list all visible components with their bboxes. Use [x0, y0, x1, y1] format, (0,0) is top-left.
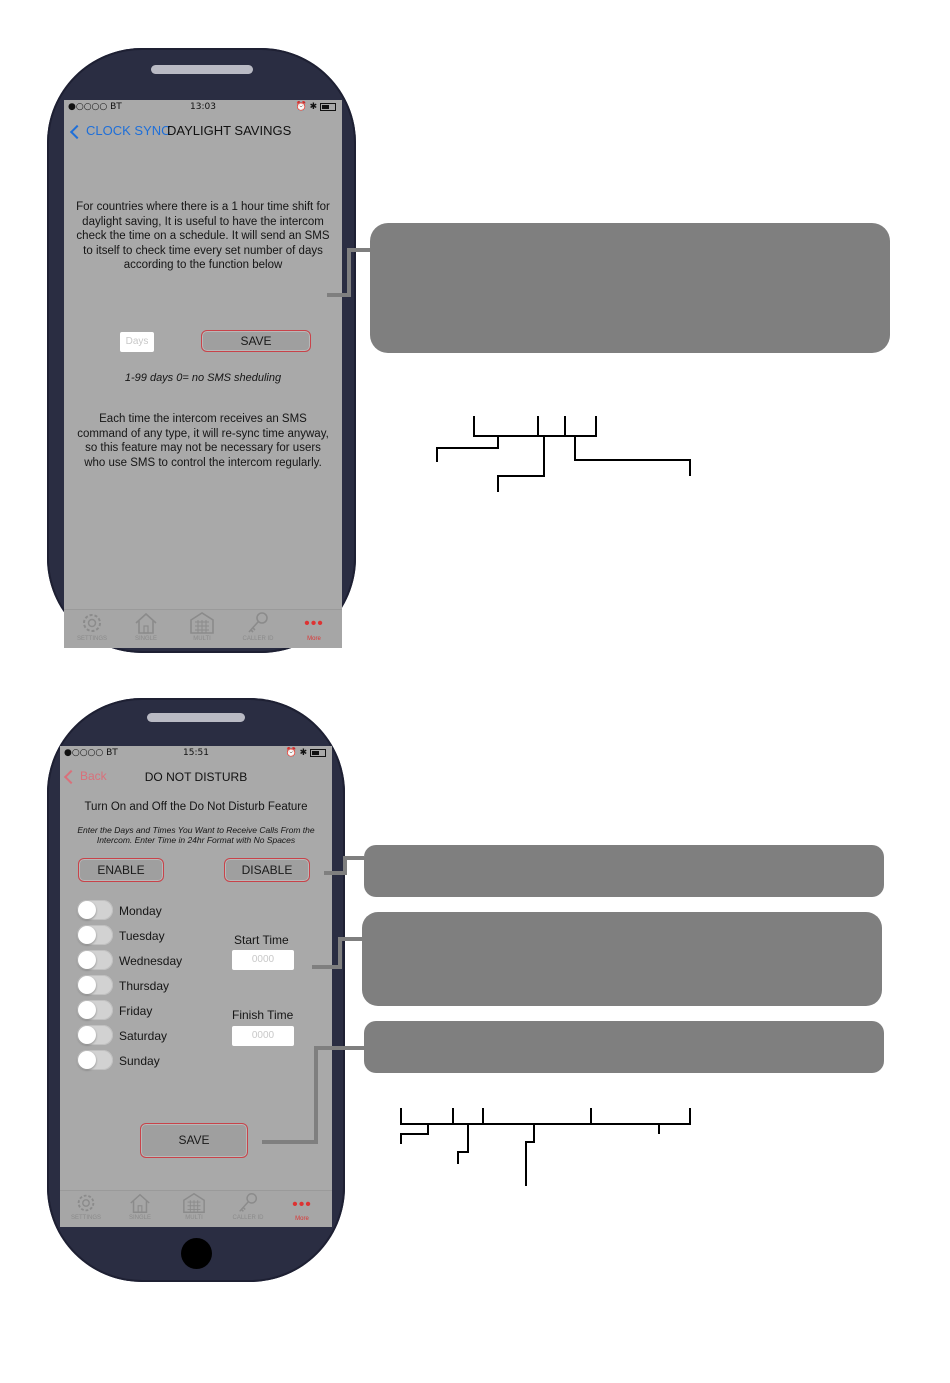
battery-icon: ⏰ ✱ — [296, 102, 336, 112]
tab-label: CALLER ID — [242, 636, 274, 642]
page-title: DO NOT DISTURB — [144, 770, 248, 784]
day-label-monday: Monday — [119, 904, 162, 918]
start-time-label: Start Time — [234, 933, 289, 947]
leader-save — [262, 1048, 364, 1142]
page-title: DAYLIGHT SAVINGS — [167, 123, 292, 138]
save-button[interactable]: SAVE — [201, 330, 311, 352]
leader-time-entry — [312, 939, 362, 967]
feature-heading: Turn On and Off the Do Not Disturb Feature — [84, 801, 308, 813]
finish-time-label: Finish Time — [232, 1008, 294, 1022]
tab-label: CALLER ID — [232, 1215, 264, 1221]
carrier-label: ●○○○○ BT — [64, 748, 118, 758]
bracket-bottom — [401, 1108, 690, 1124]
more-dots-icon: ••• — [292, 1196, 312, 1213]
bracket-top — [474, 416, 596, 436]
back-label: CLOCK SYNC — [86, 123, 171, 138]
tab-label: MULTI — [193, 636, 211, 642]
days-input[interactable]: Days — [120, 332, 154, 352]
carrier-label: ●○○○○ BT — [68, 102, 122, 112]
more-dots-icon: ••• — [304, 615, 324, 632]
tab-label: SETTINGS — [70, 1215, 101, 1221]
tab-label: MULTI — [185, 1215, 203, 1221]
tab-label: SETTINGS — [76, 636, 107, 642]
day-label-friday: Friday — [119, 1004, 153, 1018]
battery-icon: ⏰ ✱ — [286, 748, 326, 758]
start-time-input[interactable]: 0000 — [232, 950, 294, 970]
day-label-tuesday: Tuesday — [119, 929, 165, 943]
tab-label: SINGLE — [128, 1215, 151, 1221]
enable-button[interactable]: ENABLE — [78, 858, 164, 882]
finish-time-input[interactable]: 0000 — [232, 1026, 294, 1046]
clock-label: 13:03 — [190, 102, 216, 112]
tab-label: More — [307, 636, 321, 642]
note-text: Each time the intercom receives an SMS command of any type, it will re-sync time anyway, so this feature may not be necessary for users who use SMS to control the intercom regularly. — [77, 413, 329, 469]
clock-label: 15:51 — [183, 748, 209, 758]
day-label-sunday: Sunday — [119, 1054, 160, 1068]
leader-enable-disable — [324, 858, 364, 873]
tab-label: SINGLE — [134, 636, 157, 642]
tab-label: More — [295, 1216, 309, 1222]
range-hint: 1-99 days 0= no SMS sheduling — [124, 372, 282, 384]
day-label-thursday: Thursday — [119, 979, 170, 993]
disable-button[interactable]: DISABLE — [224, 858, 310, 882]
instructions-text: Enter the Days and Times You Want to Receive Calls From the Intercom. Enter Time in 24hr Format with No Spaces — [77, 825, 315, 845]
description-text: For countries where there is a 1 hour time shift for daylight saving, It is useful to have the intercom check the time on a schedule. It will send an SMS to itself to check time every set number of days according to the function below — [76, 201, 330, 271]
back-label: Back — [80, 769, 107, 783]
day-label-saturday: Saturday — [119, 1029, 168, 1043]
save-button[interactable]: SAVE — [140, 1123, 248, 1158]
day-label-wednesday: Wednesday — [119, 954, 183, 968]
leader-save-days — [327, 250, 370, 295]
